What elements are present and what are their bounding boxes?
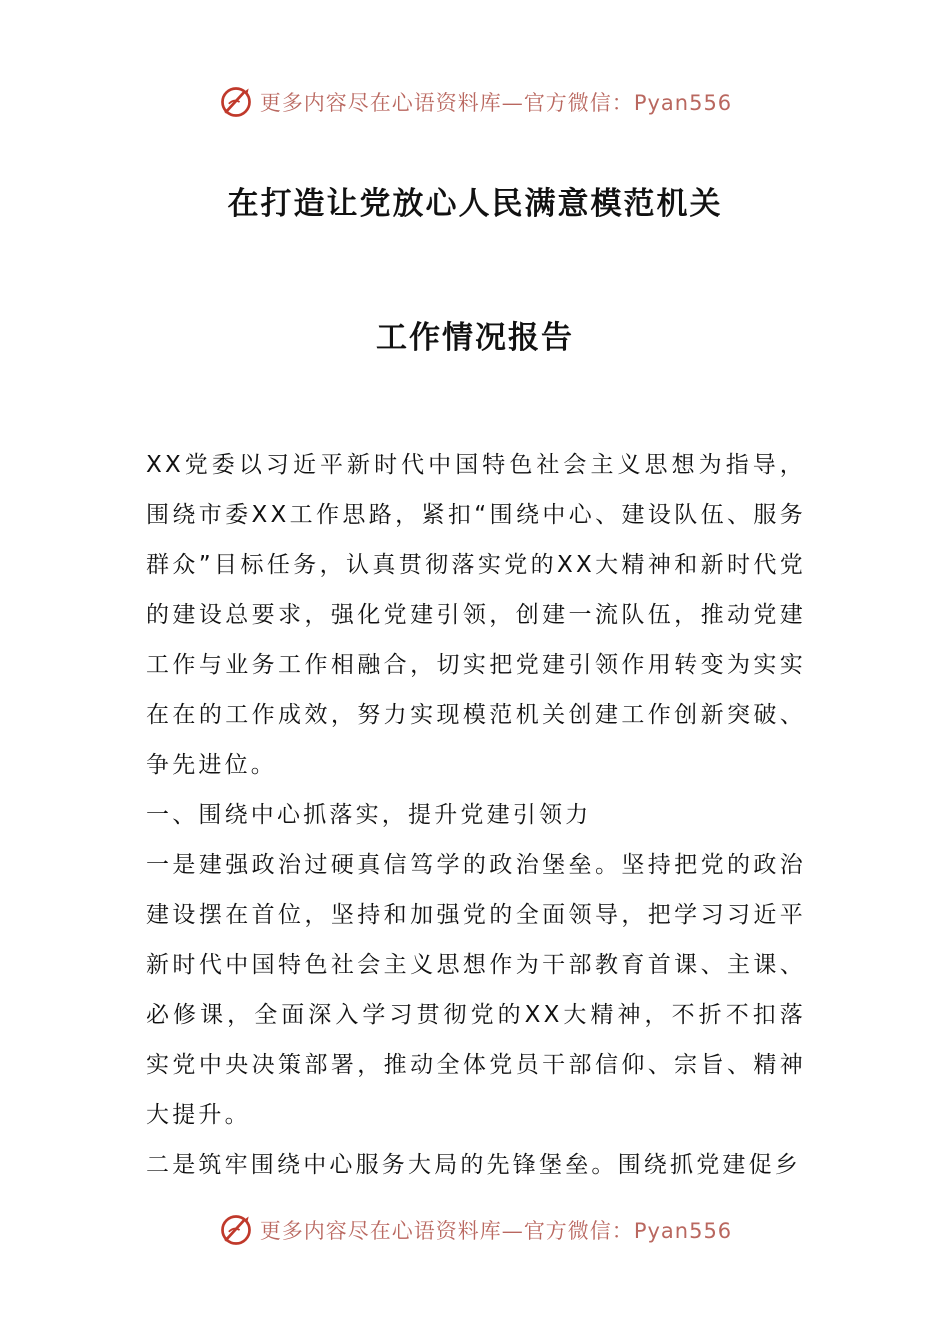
document-title-line1: 在打造让党放心人民满意模范机关 (227, 186, 723, 222)
document-body (146, 440, 806, 1190)
watermark-banner-bottom (0, 1210, 950, 1250)
pen-logo-icon (218, 84, 254, 120)
paragraph-intro: XX党委以习近平新时代中国特色社会主义思想为指导，围绕市委XX工作思路，紧扣“围绕中心、建设队伍、服务群众”目标任务，认真贯彻落实党的XX大精神和新时代党的建设总要求，强化党建引领，创建一流队伍，推动党建工作与业务工作相融合，切实把党建引领作用转变为实实在在的工作成效，努力实现模范机关创建工作创新突破、争先进位。 (146, 452, 806, 778)
section-heading-1: 一、围绕中心抓落实，提升党建引领力 (146, 802, 592, 828)
pen-logo-icon (218, 1212, 254, 1248)
paragraph-item-2: 二是筑牢围绕中心服务大局的先锋堡垒。围绕抓党建促乡 (146, 1152, 801, 1178)
watermark-text: 更多内容尽在心语资料库—官方微信：Pyan556 (259, 91, 733, 115)
document-title-line2: 工作情况报告 (376, 320, 574, 356)
watermark-text: 更多内容尽在心语资料库—官方微信：Pyan556 (259, 1219, 733, 1243)
watermark-banner-top (0, 82, 950, 122)
paragraph-item-1: 一是建强政治过硬真信笃学的政治堡垒。坚持把党的政治建设摆在首位，坚持和加强党的全面领导，把学习习近平新时代中国特色社会主义思想作为干部教育首课、主课、必修课，全面深入学习贯彻党的XX大精神，不折不扣落实党中央决策部署，推动全体党员干部信仰、宗旨、精神大提升。 (146, 852, 806, 1128)
